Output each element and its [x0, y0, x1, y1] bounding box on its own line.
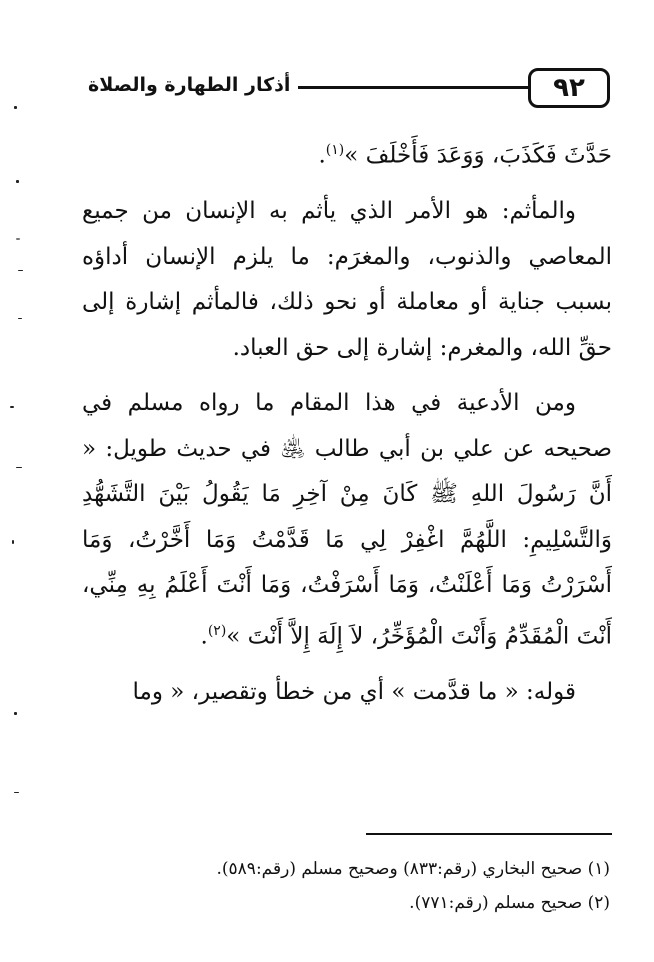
paragraph-3-text: ومن الأدعية في هذا المقام ما رواه مسلم في صحيحه عن علي بن أبي طالب ﵁ في حديث طويل: « أَنَّ رَسُولَ اللهِ ﷺ كَانَ مِنْ آخِرِ مَا يَقُولُ بَيْنَ التَّشَهُّدِ وَالتَّسْلِيمِ: اللَّهُمَّ اغْفِرْ لِي مَا قَدَّمْتُ وَمَا أَخَّرْتُ، وَمَا أَسْرَرْتُ وَمَا أَعْلَنْتُ، وَمَا أَسْرَفْتُ، وَمَا أَنْتَ أَعْلَمُ بِهِ مِنِّي، أَنْتَ الْمُقَدِّمُ وَأَنْتَ الْمُؤَخِّرُ، لاَ إِلَهَ إِلاَّ أَنْتَ »: [82, 390, 612, 650]
margin-speck: [14, 712, 17, 715]
header-rule: [298, 86, 528, 89]
page-header: [88, 68, 610, 112]
footnote-ref-1: (١): [325, 142, 345, 158]
footnote-separator: [366, 833, 612, 835]
paragraph-4-text: قوله: « ما قدَّمت » أي من خطأ وتقصير، « وما: [132, 678, 576, 705]
paragraph-1-text: حَدَّثَ فَكَذَبَ، وَوَعَدَ فَأَخْلَفَ »: [344, 142, 612, 169]
paragraph-3: [82, 381, 612, 660]
margin-speck: [14, 106, 17, 109]
footnote-1: (١) صحيح البخاري (رقم:٨٣٣) وصحيح مسلم (رقم:٥٨٩).: [216, 859, 610, 879]
margin-speck: [12, 540, 14, 544]
paragraph-3-end: .: [200, 623, 208, 650]
paragraph-2-text: والمأثم: هو الأمر الذي يأثم به الإنسان من جميع المعاصي والذنوب، والمغرَم: ما يلزم الإنسان أداؤه بسبب جناية أو معاملة أو نحو ذلك، فالمأثم إشارة إلى حقِّ الله، والمغرم: إشارة إلى حق العباد.: [82, 198, 612, 361]
margin-speck: [18, 318, 22, 319]
paragraph-2: [82, 189, 612, 371]
margin-speck: [14, 792, 19, 793]
margin-speck: [16, 180, 19, 183]
margin-speck: [16, 238, 20, 240]
footnote-2: (٢) صحيح مسلم (رقم:٧٧١).: [409, 893, 610, 913]
page-number-box: [528, 68, 610, 108]
margin-speck: [16, 467, 22, 468]
paragraph-1: [82, 128, 612, 179]
page-number: ٩٢: [553, 73, 585, 103]
running-title: أذكار الطهارة والصلاة: [88, 74, 291, 96]
margin-speck: [10, 406, 14, 408]
paragraph-1-end: .: [318, 142, 326, 169]
footnote-ref-2: (٢): [207, 622, 227, 639]
footnotes: [100, 852, 610, 920]
margin-speck: [18, 270, 23, 271]
paragraph-4: [82, 670, 612, 716]
body-text: [82, 128, 612, 715]
